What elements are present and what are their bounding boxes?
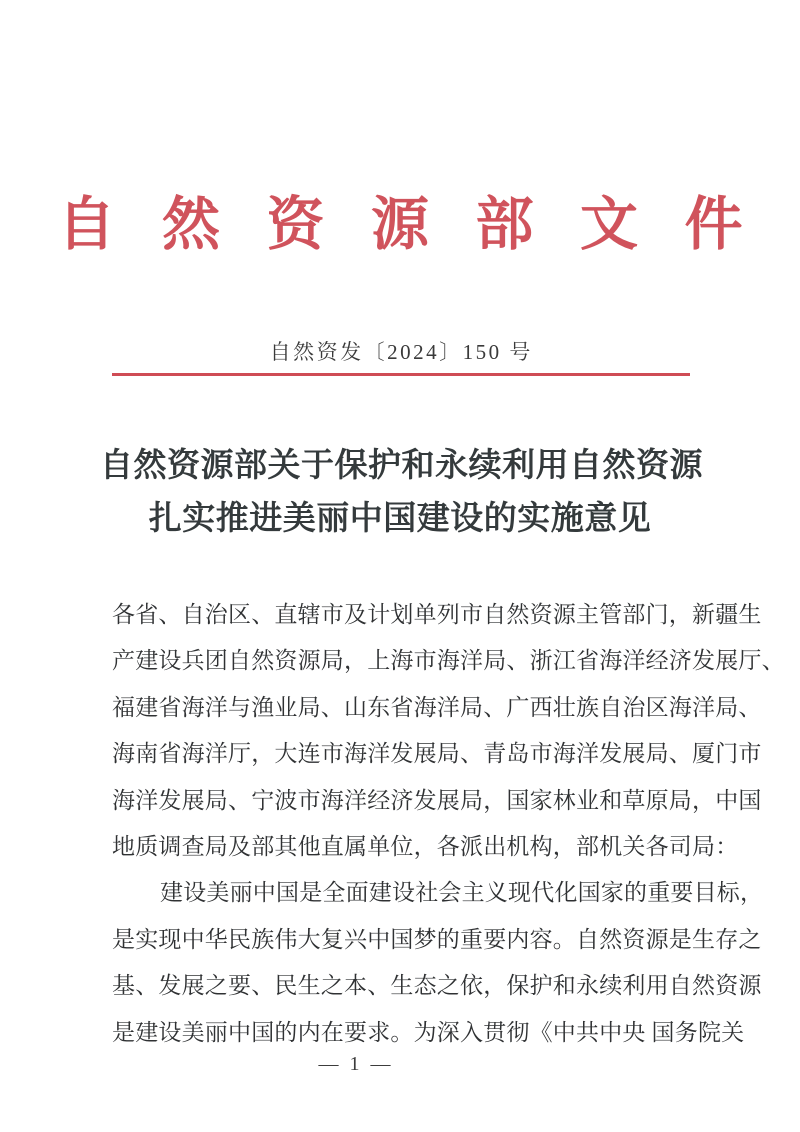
document-body (112, 592, 785, 1056)
recipient-block (112, 592, 785, 870)
recipient-line: 海洋发展局、宁波市海洋经济发展局，国家林业和草原局，中国 (112, 787, 762, 813)
document-title (100, 440, 703, 546)
document-number: 自然资发〔2024〕150 号 (269, 340, 533, 364)
body-paragraph (112, 870, 764, 1056)
masthead-title: 自 然 资 源 部 文 件 (57, 192, 759, 257)
document-title-line-2: 扎实推进美丽中国建设的实施意见 (148, 501, 652, 537)
document-title-line-1: 自然资源部关于保护和永续利用自然资源 (100, 448, 703, 484)
page-number: — 1 — (318, 1053, 394, 1075)
red-separator-rule (112, 373, 690, 376)
body-paragraph-line: 是实现中华民族伟大复兴中国梦的重要内容。自然资源是生存之 (112, 926, 762, 952)
body-paragraph-line: 建设美丽中国是全面建设社会主义现代化国家的重要目标， (160, 880, 764, 906)
recipient-line: 地质调查局及部其他直属单位，各派出机构，部机关各司局： (112, 834, 739, 860)
body-paragraph-line: 是建设美丽中国的内在要求。为深入贯彻《中共中央 国务院关 (112, 1019, 745, 1045)
recipient-line: 福建省海洋与渔业局、山东省海洋局、广西壮族自治区海洋局、 (112, 694, 762, 720)
body-paragraph-line: 基、发展之要、民生之本、生态之依，保护和永续利用自然资源 (112, 973, 762, 999)
recipient-line: 各省、自治区、直辖市及计划单列市自然资源主管部门，新疆生 (112, 602, 762, 627)
recipient-line: 产建设兵团自然资源局，上海市海洋局、浙江省海洋经济发展厅、 (112, 648, 785, 674)
recipient-line: 海南省海洋厅，大连市海洋发展局、青岛市海洋发展局、厦门市 (112, 741, 762, 767)
